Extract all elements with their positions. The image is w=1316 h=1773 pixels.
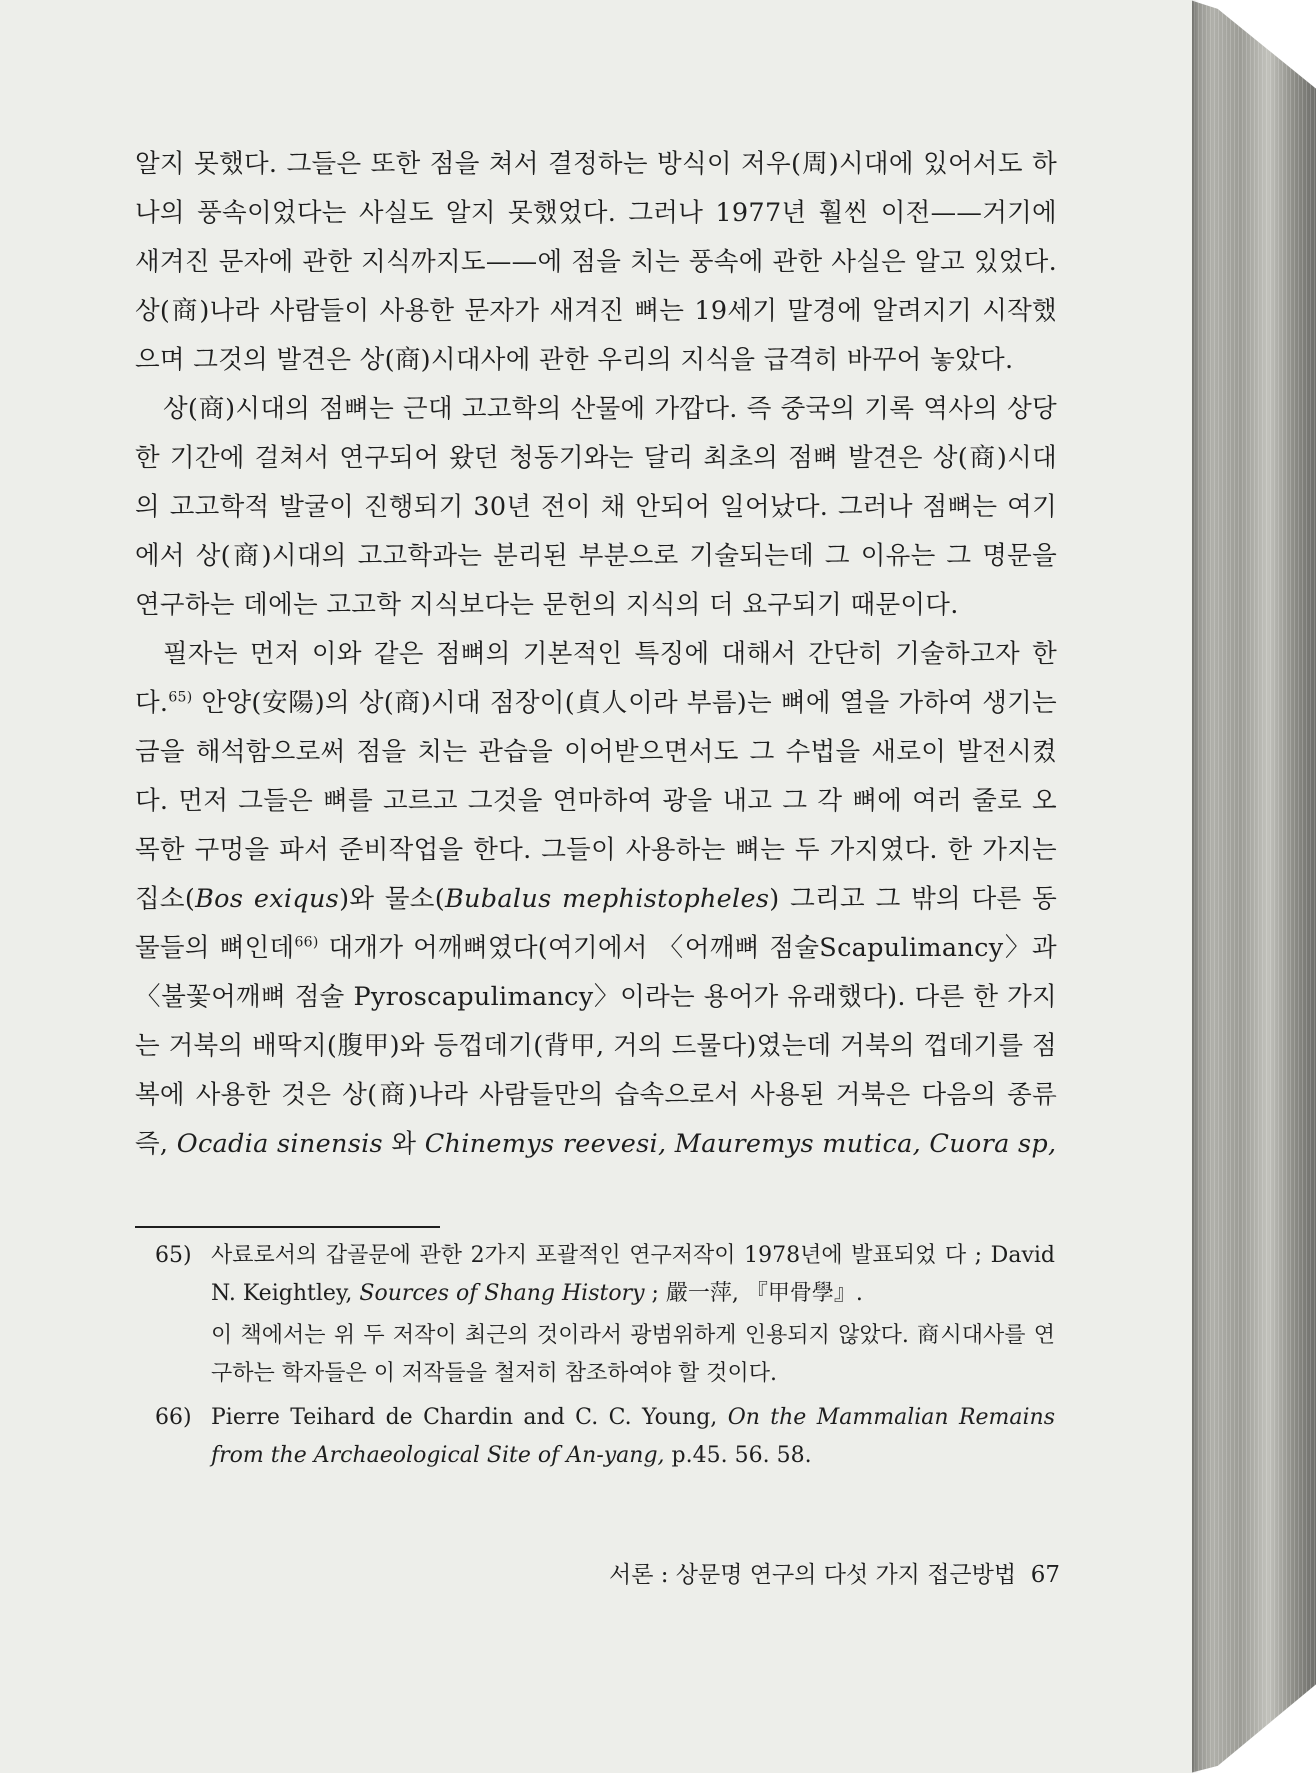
paragraph-3-text-e: 대개가 어깨뼈였다(여기에서 〈어깨뼈 점술Scapulimancy〉과 〈불꽃어깨뼈 점술 Pyroscapulimancy〉이라는 용어가 유래했다). 다른 한 가지는 거북의 배딱지(腹甲)와 등껍데기(背甲, 거의 드물다)였는데 거북의 껍데기를 점복에 사용한 것은 상(商)나라 사람들만의 습속으로서 사용된 거북은 다음의 종류 즉, xyxy=(135,933,1057,1159)
footnote-number: 66) xyxy=(155,1405,192,1430)
body-text xyxy=(135,140,1057,1169)
paragraph-3-text-d: ) 그리고 그 밖의 다른 동물들의 뼈인데 xyxy=(135,884,1057,963)
footnote-66-pages: p.45. 56. 58. xyxy=(664,1443,812,1468)
footnote-66 xyxy=(155,1399,1055,1475)
paragraph-3-text-f: 와 xyxy=(391,1129,417,1159)
footnote-ref-65: 65) xyxy=(168,689,193,706)
paragraph-3-text-c: )와 물소( xyxy=(339,884,445,914)
footnote-number: 65) xyxy=(155,1243,192,1268)
running-footer xyxy=(500,1555,1060,1595)
footnote-65-citation xyxy=(211,1237,1055,1313)
footnote-66-citation xyxy=(211,1399,1055,1475)
page-number: 67 xyxy=(1030,1562,1060,1588)
footnote-65-text-a: 사료로서의 갑골문에 관한 2가지 포괄적인 연구저작이 1978년에 발표되었 다 ; David N. Keightley, xyxy=(211,1243,1055,1306)
footnote-65-note: 이 책에서는 위 두 저작이 최근의 것이라서 광범위하게 인용되지 않았다. 商시대사를 연구하는 학자들은 이 저작들을 철저히 참조하여야 할 것이다. xyxy=(211,1323,1055,1386)
footnote-65 xyxy=(155,1237,1055,1393)
species-bos: Bos exiqus xyxy=(195,884,340,914)
paragraph-3 xyxy=(135,630,1057,1169)
footnote-ref-66: 66) xyxy=(294,934,319,951)
paragraph-1: 알지 못했다. 그들은 또한 점을 쳐서 결정하는 방식이 저우(周)시대에 있어서도 하나의 풍속이었다는 사실도 알지 못했었다. 그러나 1977년 훨씬 이전——거기에 새겨진 문자에 관한 지식까지도——에 점을 치는 풍속에 관한 사실은 알고 있었다. 상(商)나라 사람들이 사용한 문자가 새겨진 뼈는 19세기 말경에 알려지기 시작했으며 그것의 발견은 상(商)시대사에 관한 우리의 지식을 급격히 바꾸어 놓았다. xyxy=(135,149,1057,375)
species-bubalus: Bubalus mephistopheles xyxy=(445,884,770,914)
paragraph-3-text-a: 필자는 먼저 이와 같은 점뼈의 기본적인 특징에 대해서 간단히 기술하고자 한다. xyxy=(135,639,1057,718)
footnote-65-title: Sources of Shang History xyxy=(359,1281,645,1306)
species-ocadia: Ocadia sinensis xyxy=(176,1129,383,1159)
footnote-body xyxy=(211,1399,1055,1475)
paragraph-3-text-b: 안양(安陽)의 상(商)시대 점장이(貞人이라 부름)는 뼈에 열을 가하여 생기는 금을 해석함으로써 점을 치는 관습을 이어받으면서도 그 수법을 새로이 발전시켰다. 먼저 그들은 뼈를 고르고 그것을 연마하여 광을 내고 그 각 뼈에 여러 줄로 오목한 구멍을 파서 준비작업을 한다. 그들이 사용하는 뼈는 두 가지였다. 한 가지는 집소( xyxy=(135,688,1057,914)
page-edges-texture xyxy=(1190,0,1316,1773)
footnote-65-text-b: ; 嚴一萍, 『甲骨學』. xyxy=(644,1281,863,1306)
species-others: Chinemys reevesi, Mauremys mutica, Cuora sp, xyxy=(424,1129,1057,1159)
footnote-66-author: Pierre Teihard de Chardin and C. C. Young, xyxy=(211,1405,728,1430)
footnote-separator xyxy=(135,1226,440,1228)
footnote-body xyxy=(211,1237,1055,1393)
footnote-66-title: On the Mammalian Remains from the Archaeological Site of An-yang, xyxy=(211,1405,1056,1468)
running-title: 서론 : 상문명 연구의 다섯 가지 접근방법 xyxy=(608,1562,1017,1588)
paragraph-2: 상(商)시대의 점뼈는 근대 고고학의 산물에 가깝다. 즉 중국의 기록 역사의 상당한 기간에 걸쳐서 연구되어 왔던 청동기와는 달리 최초의 점뼈 발견은 상(商)시대의 고고학적 발굴이 진행되기 30년 전이 채 안되어 일어났다. 그러나 점뼈는 여기에서 상(商)시대의 고고학과는 분리된 부분으로 기술되는데 그 이유는 그 명문을 연구하는 데에는 고고학 지식보다는 문헌의 지식의 더 요구되기 때문이다. xyxy=(135,394,1057,620)
footnotes xyxy=(155,1237,1055,1481)
